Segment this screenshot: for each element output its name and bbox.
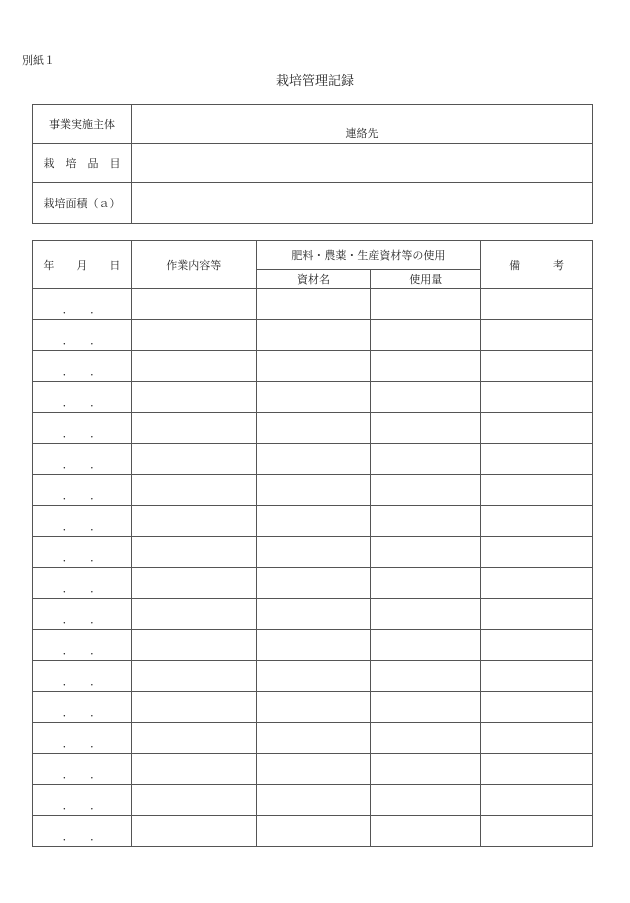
page-title: 栽培管理記録 [275,74,354,89]
material-name-cell[interactable] [256,630,371,661]
header-date: 年 月 日 [33,241,132,289]
work-cell[interactable] [131,537,256,568]
work-cell[interactable] [131,692,256,723]
remarks-cell[interactable] [481,475,593,506]
work-cell[interactable] [131,568,256,599]
area-row [33,183,593,224]
table-row [33,537,593,568]
header-remarks: 備 考 [481,241,593,289]
material-name-cell[interactable] [256,506,371,537]
date-cell[interactable]: ． ． [33,785,132,816]
remarks-cell[interactable] [481,754,593,785]
material-name-cell[interactable] [256,382,371,413]
log-table [32,240,593,847]
remarks-cell[interactable] [481,692,593,723]
material-name-cell[interactable] [256,599,371,630]
material-name-cell[interactable] [256,475,371,506]
log-body [33,289,593,847]
table-row [33,599,593,630]
remarks-cell[interactable] [481,599,593,630]
amount-cell[interactable] [371,351,481,382]
header-amount: 使用量 [371,270,481,289]
table-row [33,754,593,785]
table-row [33,320,593,351]
area-label: 栽培面積（ａ） [33,183,132,224]
material-name-cell[interactable] [256,537,371,568]
material-name-cell[interactable] [256,723,371,754]
date-cell[interactable]: ． ． [33,754,132,785]
work-cell[interactable] [131,382,256,413]
amount-cell[interactable] [371,723,481,754]
area-cell[interactable] [132,183,593,224]
table-row [33,351,593,382]
work-cell[interactable] [131,630,256,661]
date-cell[interactable]: ． ． [33,475,132,506]
work-cell[interactable] [131,599,256,630]
remarks-cell[interactable] [481,289,593,320]
remarks-cell[interactable] [481,816,593,847]
remarks-cell[interactable] [481,444,593,475]
crop-cell[interactable] [132,144,593,183]
implementer-label: 事業実施主体 [33,105,132,144]
remarks-cell[interactable] [481,413,593,444]
date-cell[interactable]: ． ． [33,320,132,351]
attachment-label: 別紙１ [22,54,55,67]
remarks-cell[interactable] [481,661,593,692]
work-cell[interactable] [131,351,256,382]
log-header-row [33,241,593,270]
contact-label: 連絡先 [345,127,379,140]
remarks-cell[interactable] [481,723,593,754]
amount-cell[interactable] [371,785,481,816]
date-cell[interactable]: ． ． [33,289,132,320]
info-table [32,104,593,224]
remarks-cell[interactable] [481,351,593,382]
table-row [33,475,593,506]
amount-cell[interactable] [371,661,481,692]
material-name-cell[interactable] [256,413,371,444]
material-name-cell[interactable] [256,754,371,785]
table-row [33,661,593,692]
table-row [33,723,593,754]
date-cell[interactable]: ． ． [33,444,132,475]
amount-cell[interactable] [371,382,481,413]
amount-cell[interactable] [371,506,481,537]
material-name-cell[interactable] [256,320,371,351]
work-cell[interactable] [131,444,256,475]
table-row [33,289,593,320]
work-cell[interactable] [131,816,256,847]
amount-cell[interactable] [371,475,481,506]
amount-cell[interactable] [371,320,481,351]
work-cell[interactable] [131,754,256,785]
work-cell[interactable] [131,661,256,692]
table-row [33,413,593,444]
remarks-cell[interactable] [481,537,593,568]
table-row [33,785,593,816]
material-name-cell[interactable] [256,785,371,816]
work-cell[interactable] [131,506,256,537]
material-name-cell[interactable] [256,661,371,692]
remarks-cell[interactable] [481,382,593,413]
crop-label: 栽 培 品 目 [33,144,132,183]
table-row [33,444,593,475]
crop-row [33,144,593,183]
table-row [33,692,593,723]
date-cell[interactable]: ． ． [33,630,132,661]
amount-cell[interactable] [371,444,481,475]
amount-cell[interactable] [371,568,481,599]
remarks-cell[interactable] [481,320,593,351]
work-cell[interactable] [131,320,256,351]
date-cell[interactable]: ． ． [33,537,132,568]
amount-cell[interactable] [371,289,481,320]
work-cell[interactable] [131,723,256,754]
amount-cell[interactable] [371,630,481,661]
implementer-row [33,105,593,144]
table-row [33,816,593,847]
amount-cell[interactable] [371,816,481,847]
remarks-cell[interactable] [481,630,593,661]
remarks-cell[interactable] [481,568,593,599]
date-cell[interactable]: ． ． [33,382,132,413]
material-name-cell[interactable] [256,444,371,475]
date-cell[interactable]: ． ． [33,599,132,630]
remarks-cell[interactable] [481,785,593,816]
amount-cell[interactable] [371,537,481,568]
date-cell[interactable]: ． ． [33,413,132,444]
material-name-cell[interactable] [256,816,371,847]
work-cell[interactable] [131,289,256,320]
amount-cell[interactable] [371,754,481,785]
date-cell[interactable]: ． ． [33,568,132,599]
table-row [33,630,593,661]
table-row [33,382,593,413]
material-name-cell[interactable] [256,289,371,320]
material-name-cell[interactable] [256,351,371,382]
date-cell[interactable]: ． ． [33,506,132,537]
date-cell[interactable]: ． ． [33,816,132,847]
work-cell[interactable] [131,475,256,506]
header-materials-group: 肥料・農薬・生産資材等の使用 [256,241,481,270]
date-cell[interactable]: ． ． [33,661,132,692]
contact-cell[interactable] [132,105,593,144]
remarks-cell[interactable] [481,506,593,537]
table-row [33,506,593,537]
work-cell[interactable] [131,785,256,816]
material-name-cell[interactable] [256,568,371,599]
date-cell[interactable]: ． ． [33,723,132,754]
work-cell[interactable] [131,413,256,444]
material-name-cell[interactable] [256,692,371,723]
amount-cell[interactable] [371,599,481,630]
amount-cell[interactable] [371,413,481,444]
header-material-name: 資材名 [256,270,371,289]
amount-cell[interactable] [371,692,481,723]
date-cell[interactable]: ． ． [33,692,132,723]
table-row [33,568,593,599]
header-work: 作業内容等 [131,241,256,289]
date-cell[interactable]: ． ． [33,351,132,382]
